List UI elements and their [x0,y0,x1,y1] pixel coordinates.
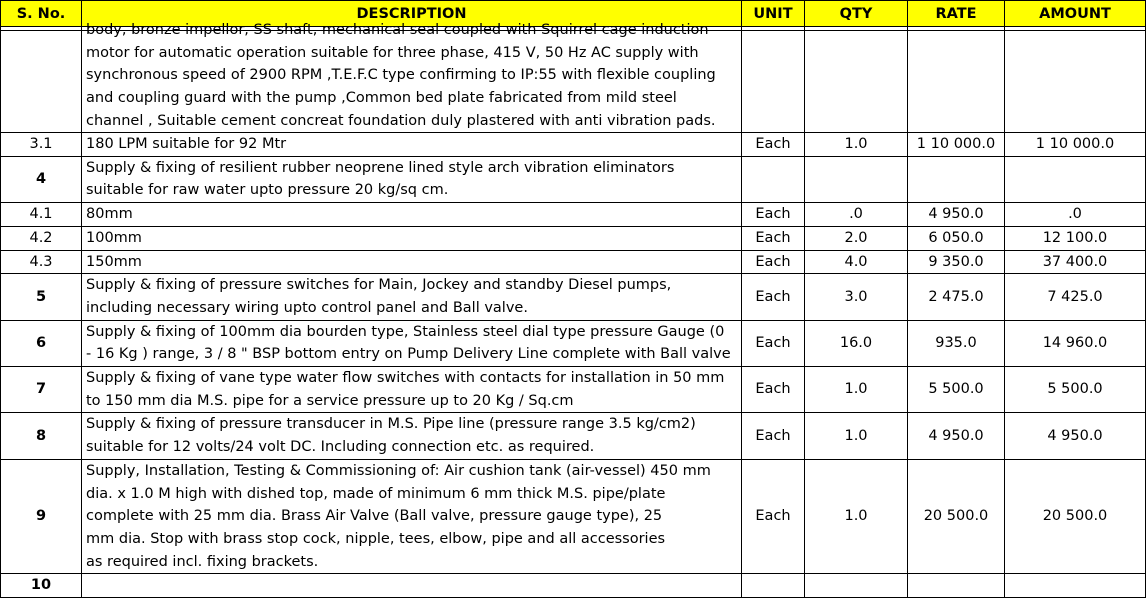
desc-line: to 150 mm dia M.S. pipe for a service pressure up to 20 Kg / Sq.cm [86,392,574,409]
table-row [1,226,1146,250]
table-row [1,459,1146,574]
cell-qty[interactable]: 1.0 [805,413,908,459]
cell-rate[interactable]: 6 050.0 [908,226,1005,250]
cell-description[interactable] [82,226,742,250]
cell-amount[interactable] [1005,156,1146,202]
cell-qty[interactable]: 1.0 [805,367,908,413]
cell-sno[interactable]: 6 [1,320,82,366]
header-unit[interactable]: UNIT [742,1,805,27]
cell-unit[interactable]: Each [742,413,805,459]
cell-rate[interactable] [908,574,1005,598]
cell-description-continued[interactable] [82,22,742,133]
cell-sno[interactable]: 10 [1,574,82,598]
cell-unit[interactable] [742,156,805,202]
desc-line: body, bronze impellor, SS shaft, mechanical seal coupled with Squirrel cage induction [86,22,709,38]
cell-description[interactable] [82,133,742,157]
table-row [1,367,1146,413]
desc-line: 180 LPM suitable for 92 Mtr [86,136,287,152]
cell-rate[interactable]: 5 500.0 [908,367,1005,413]
desc-line: channel , Suitable cement concreat foundation duly plastered with anti vibration pads. [86,112,716,129]
desc-line: as required incl. fixing brackets. [86,553,319,570]
cell-unit[interactable] [742,31,805,133]
cell-amount[interactable] [1005,31,1146,133]
cell-sno[interactable] [1,31,82,133]
table-row-continued [1,31,1146,133]
header-description[interactable]: DESCRIPTION [82,1,742,27]
cell-rate[interactable]: 935.0 [908,320,1005,366]
table-row [1,133,1146,157]
cell-amount[interactable]: 20 500.0 [1005,459,1146,574]
desc-line: suitable for 12 volts/24 volt DC. Including connection etc. as required. [86,439,595,456]
cell-sno[interactable]: 4.1 [1,203,82,227]
cell-amount[interactable]: 1 10 000.0 [1005,133,1146,157]
desc-line: 80mm [86,206,133,223]
cell-description[interactable] [82,250,742,274]
desc-line: Supply & fixing of pressure transducer in M.S. Pipe line (pressure range 3.5 kg/cm2) [86,416,696,433]
cell-qty[interactable]: 4.0 [805,250,908,274]
table-row [1,320,1146,366]
desc-line: 150mm [86,253,142,270]
cell-qty[interactable]: 1.0 [805,133,908,157]
desc-line: suitable for raw water upto pressure 20 kg/sq cm. [86,182,449,199]
table-row [1,413,1146,459]
cell-sno[interactable]: 4.2 [1,226,82,250]
cell-amount[interactable] [1005,574,1146,598]
cell-description[interactable] [82,156,742,202]
cell-unit[interactable]: Each [742,250,805,274]
cell-description[interactable] [82,203,742,227]
cell-unit[interactable]: Each [742,459,805,574]
desc-line: - 16 Kg ) range, 3 / 8 " BSP bottom entry on Pump Delivery Line complete with Ball valve [86,346,731,363]
cell-rate[interactable]: 1 10 000.0 [908,133,1005,157]
cell-unit[interactable]: Each [742,203,805,227]
cell-qty[interactable] [805,574,908,598]
desc-line: Supply & fixing of pressure switches for Main, Jockey and standby Diesel pumps, [86,277,672,294]
cell-amount[interactable]: 12 100.0 [1005,226,1146,250]
desc-line [86,574,739,597]
cell-qty[interactable]: 16.0 [805,320,908,366]
desc-line: Supply & fixing of 100mm dia bourden type, Stainless steel dial type pressure Gauge (0 [86,323,725,340]
cell-amount[interactable]: 7 425.0 [1005,274,1146,320]
desc-line: Supply, Installation, Testing & Commissioning of: Air cushion tank (air-vessel) 450 mm [86,462,711,479]
header-amount[interactable]: AMOUNT [1005,1,1146,27]
desc-line: 100mm [86,229,142,246]
cell-sno[interactable]: 7 [1,367,82,413]
cell-rate[interactable] [908,31,1005,133]
cell-rate[interactable]: 4 950.0 [908,413,1005,459]
cell-unit[interactable]: Each [742,133,805,157]
cell-unit[interactable]: Each [742,320,805,366]
cell-sno[interactable]: 4.3 [1,250,82,274]
desc-line: motor for automatic operation suitable for three phase, 415 V, 50 Hz AC supply with [86,44,699,61]
cell-unit[interactable] [742,574,805,598]
table-row [1,274,1146,320]
cell-amount[interactable]: 14 960.0 [1005,320,1146,366]
cell-qty[interactable]: 2.0 [805,226,908,250]
cell-unit[interactable]: Each [742,367,805,413]
cell-unit[interactable]: Each [742,274,805,320]
desc-line: Supply & fixing of vane type water flow switches with contacts for installation in 50 mm [86,370,725,387]
header-rate[interactable]: RATE [908,1,1005,27]
table-row [1,574,1146,598]
cell-rate[interactable]: 9 350.0 [908,250,1005,274]
table-row [1,250,1146,274]
cell-rate[interactable]: 20 500.0 [908,459,1005,574]
cell-unit[interactable]: Each [742,226,805,250]
cell-qty[interactable] [805,31,908,133]
desc-line: complete with 25 mm dia. Brass Air Valve (Ball valve, pressure gauge type), 25 [86,508,663,525]
desc-line: and coupling guard with the pump ,Common bed plate fabricated from mild steel [86,90,677,107]
cell-rate[interactable] [908,156,1005,202]
cell-description[interactable] [82,274,742,320]
cell-qty[interactable]: 3.0 [805,274,908,320]
cell-sno[interactable]: 9 [1,459,82,574]
cell-sno[interactable]: 3.1 [1,133,82,157]
desc-line: mm dia. Stop with brass stop cock, nipple, tees, elbow, pipe and all accessories [86,530,666,547]
cell-description[interactable] [82,367,742,413]
cell-description[interactable] [82,320,742,366]
cell-amount[interactable]: 4 950.0 [1005,413,1146,459]
header-sno[interactable]: S. No. [1,1,82,27]
cell-qty[interactable] [805,156,908,202]
cell-description[interactable] [82,413,742,459]
table-row [1,156,1146,202]
cell-sno[interactable]: 4 [1,156,82,202]
cell-description[interactable] [82,459,742,574]
cell-qty[interactable]: 1.0 [805,459,908,574]
desc-line: Supply & fixing of resilient rubber neoprene lined style arch vibration eliminators [86,159,675,176]
cell-sno[interactable]: 5 [1,274,82,320]
table-row [1,203,1146,227]
desc-line: including necessary wiring upto control panel and Ball valve. [86,299,528,316]
cell-description[interactable] [82,574,742,598]
cell-amount[interactable]: 5 500.0 [1005,367,1146,413]
desc-line: dia. x 1.0 M high with dished top, made of minimum 6 mm thick M.S. pipe/plate [86,485,666,502]
desc-line: synchronous speed of 2900 RPM ,T.E.F.C type confirming to IP:55 with flexible coupling [86,67,716,84]
cell-qty[interactable]: .0 [805,203,908,227]
cell-rate[interactable]: 2 475.0 [908,274,1005,320]
cell-sno[interactable]: 8 [1,413,82,459]
cell-amount[interactable]: .0 [1005,203,1146,227]
header-qty[interactable]: QTY [805,1,908,27]
cell-amount[interactable]: 37 400.0 [1005,250,1146,274]
cell-rate[interactable]: 4 950.0 [908,203,1005,227]
